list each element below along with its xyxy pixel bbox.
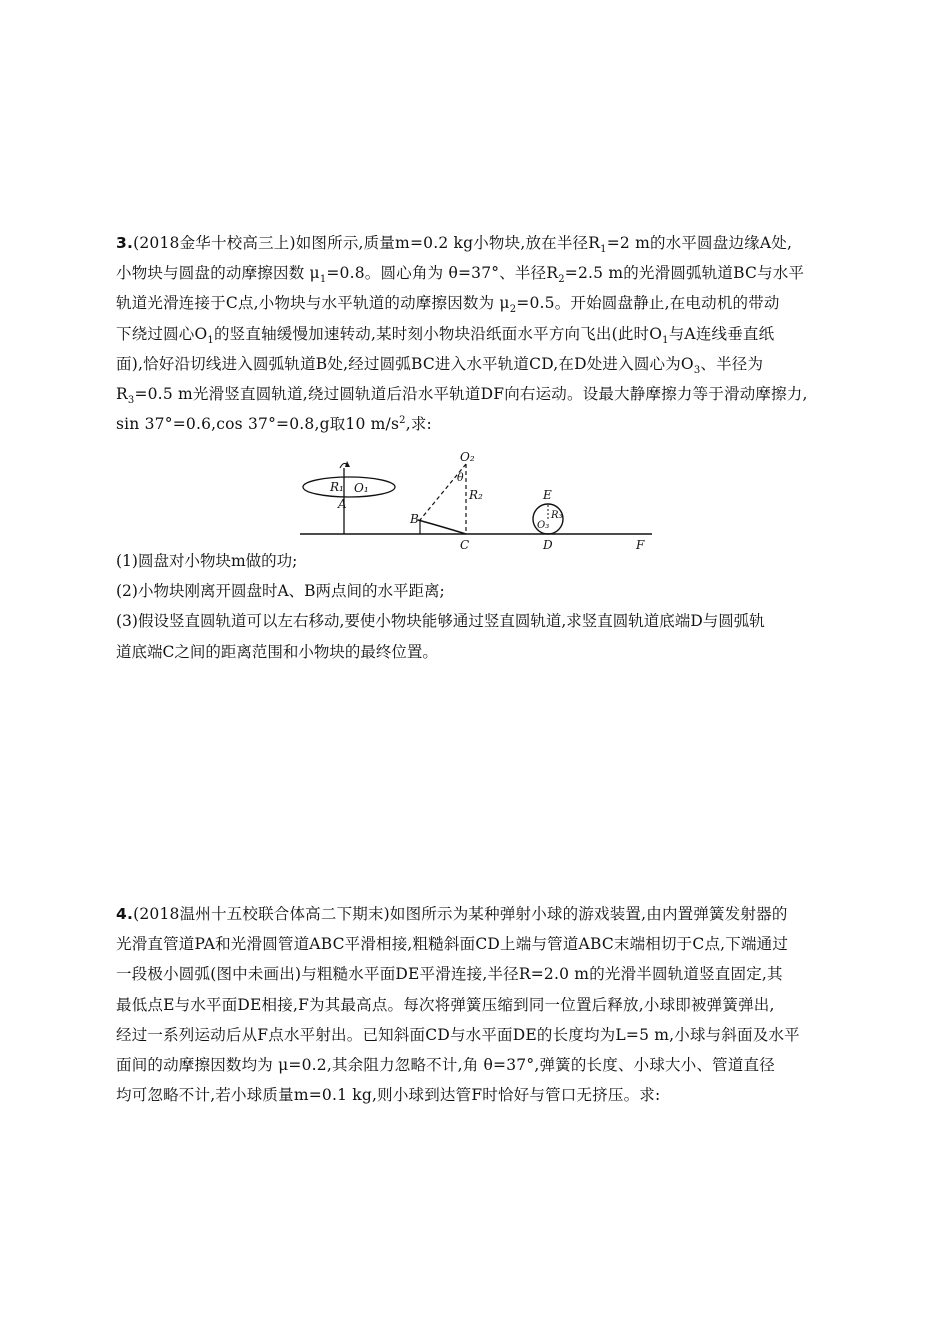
text-segment: =0.8。圆心角为 θ=37°、半径R [326, 264, 559, 283]
text-segment: sin 37°=0.6,cos 37°=0.8,g取10 m/s [116, 415, 400, 434]
question-3-diagram [300, 448, 660, 553]
label-R2: R₂ [469, 488, 483, 502]
text-segment: 小物块与圆盘的动摩擦因数 μ [116, 264, 320, 283]
label-R1: R₁ [330, 480, 344, 494]
text-segment: =0.5 m光滑竖直圆轨道,绕过圆轨道后沿水平轨道DF向右运动。设最大静摩擦力等于滑动摩擦力, [134, 384, 808, 403]
text-segment: =2.5 m的光滑圆弧轨道BC与水平 [564, 264, 805, 283]
text-segment: 光滑直管道PA和光滑圆管道ABC平滑相接,粗糙斜面CD上端与管道ABC末端相切于C点,下端通过 [116, 935, 789, 954]
question-number: 3. [116, 234, 134, 252]
text-segment: 与A连线垂直纸 [668, 324, 775, 343]
text-segment: =2 m的水平圆盘边缘A处, [606, 234, 793, 252]
text-segment: ,求: [405, 415, 432, 434]
subquestion-1: (1)圆盘对小物块m做的功; [116, 552, 298, 570]
label-B: B [410, 512, 419, 526]
text-segment: R [116, 384, 128, 403]
label-D: D [543, 538, 553, 552]
subscript: 1 [319, 274, 327, 286]
arc-BC [418, 520, 466, 534]
subscript: 1 [662, 334, 669, 346]
label-A: A [338, 497, 347, 511]
text-segment: 轨道光滑连接于C点,小物块与水平轨道的动摩擦因数为 μ [116, 294, 510, 313]
subscript: 1 [207, 334, 214, 346]
subscript: 2 [558, 274, 565, 286]
subscript: 1 [600, 244, 607, 256]
text-segment: 的竖直轴缓慢加速转动,某时刻小物块沿纸面水平方向飞出(此时O [213, 324, 663, 343]
text-line [116, 228, 836, 258]
text-line [116, 379, 836, 409]
subscript: 3 [693, 364, 701, 376]
text-segment: 经过一系列运动后从F点水平射出。已知斜面CD与水平面DE的长度均为L=5 m,小球与斜面及水平 [116, 1025, 800, 1044]
text-segment: 最低点E与水平面DE相接,F为其最高点。每次将弹簧压缩到同一位置后释放,小球即被弹簧弹出, [116, 995, 775, 1014]
text-line [116, 1080, 836, 1110]
text-line [116, 929, 836, 959]
text-line [116, 288, 836, 318]
text-segment: (2018金华十校高三上)如图所示,质量m=0.2 kg小物块,放在半径R [133, 234, 601, 252]
text-line [116, 959, 836, 989]
text-line [116, 1020, 836, 1050]
subscript: 2 [509, 304, 517, 316]
label-O3: O₃ [537, 520, 550, 531]
text-segment: 面),恰好沿切线进入圆弧轨道B处,经过圆弧BC进入水平轨道CD,在D处进入圆心为O [116, 354, 694, 373]
text-segment: 一段极小圆弧(图中未画出)与粗糙水平面DE平滑连接,半径R=2.0 m的光滑半圆轨道竖直固定,其 [116, 965, 783, 984]
label-F: F [636, 538, 645, 552]
subquestion-2: (2)小物块刚离开圆盘时A、B两点间的水平距离; [116, 582, 445, 601]
question-3 [116, 228, 836, 439]
label-R3: R₃ [551, 510, 563, 521]
text-segment: 均可忽略不计,若小球质量m=0.1 kg,则小球到达管F时恰好与管口无挤压。求: [116, 1086, 661, 1105]
subscript: 3 [127, 395, 135, 407]
label-O2: O₂ [460, 450, 475, 464]
text-line [116, 319, 836, 349]
label-E: E [543, 488, 552, 502]
text-segment: (2018温州十五校联合体高二下期末)如图所示为某种弹射小球的游戏装置,由内置弹簧发射器的 [133, 905, 788, 923]
subquestion-3-cont: 道底端C之间的距离范围和小物块的最终位置。 [116, 642, 438, 661]
text-line [116, 409, 836, 439]
superscript: 2 [399, 414, 406, 426]
text-line [116, 899, 836, 929]
question-4 [116, 899, 836, 1110]
text-segment: 面间的动摩擦因数均为 μ=0.2,其余阻力忽略不计,角 θ=37°,弹簧的长度、小球大小、管道直径 [116, 1055, 775, 1074]
text-line [116, 1050, 836, 1080]
label-O1: O₁ [354, 481, 369, 495]
label-C: C [460, 538, 470, 552]
text-segment: 下绕过圆心O [116, 324, 208, 343]
label-theta: θ [457, 471, 464, 484]
question-number: 4. [116, 905, 134, 923]
text-segment: 、半径为 [700, 354, 764, 373]
text-line [116, 990, 836, 1020]
question-3-subquestions [116, 546, 836, 667]
subquestion-3: (3)假设竖直圆轨道可以左右移动,要使小物块能够通过竖直圆轨道,求竖直圆轨道底端D与圆弧轨 [116, 612, 765, 631]
text-segment: =0.5。开始圆盘静止,在电动机的带动 [516, 294, 780, 313]
text-line [116, 258, 836, 288]
text-line [116, 349, 836, 379]
disc [303, 477, 395, 497]
